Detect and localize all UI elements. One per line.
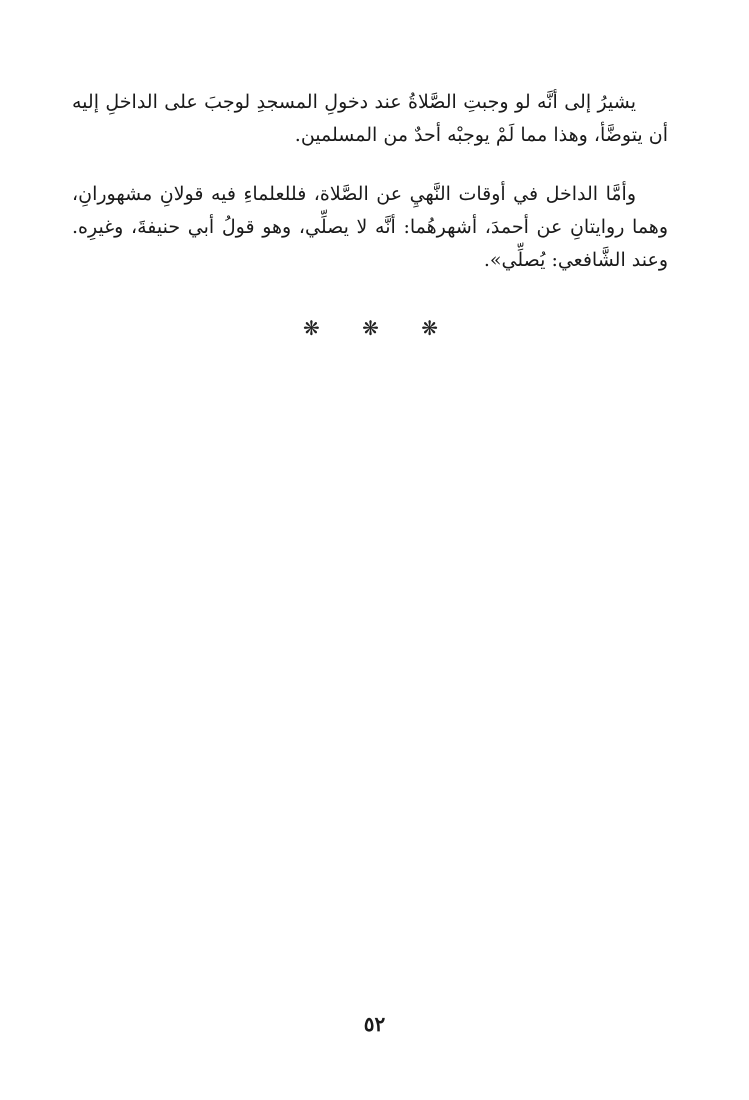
page-number: ٥٢ bbox=[363, 1012, 386, 1036]
paragraph-2 bbox=[72, 178, 668, 277]
paragraph-2-text: وأمَّا الداخل في أوقات النَّهيِ عن الصَّلاة، فللعلماءِ فيه قولانِ مشهورانِ، وهما روايتانِ عن أحمدَ، أشهرهُما: أنَّه لا يصلِّي، وهو قولُ أبي حنيفةَ، وغيرِه. وعند الشَّافعي: يُصلِّي». bbox=[72, 183, 668, 271]
paragraph-1 bbox=[72, 86, 668, 152]
paragraph-1-text: يشيرُ إلى أنَّه لو وجبتِ الصَّلاةُ عند دخولِ المسجدِ لوجبَ على الداخلِ إليه أن يتوضَّأ، وهذا مما لَمْ يوجبْه أحدٌ من المسلمين. bbox=[72, 91, 668, 146]
section-divider: ❋ ❋ ❋ bbox=[303, 316, 456, 340]
